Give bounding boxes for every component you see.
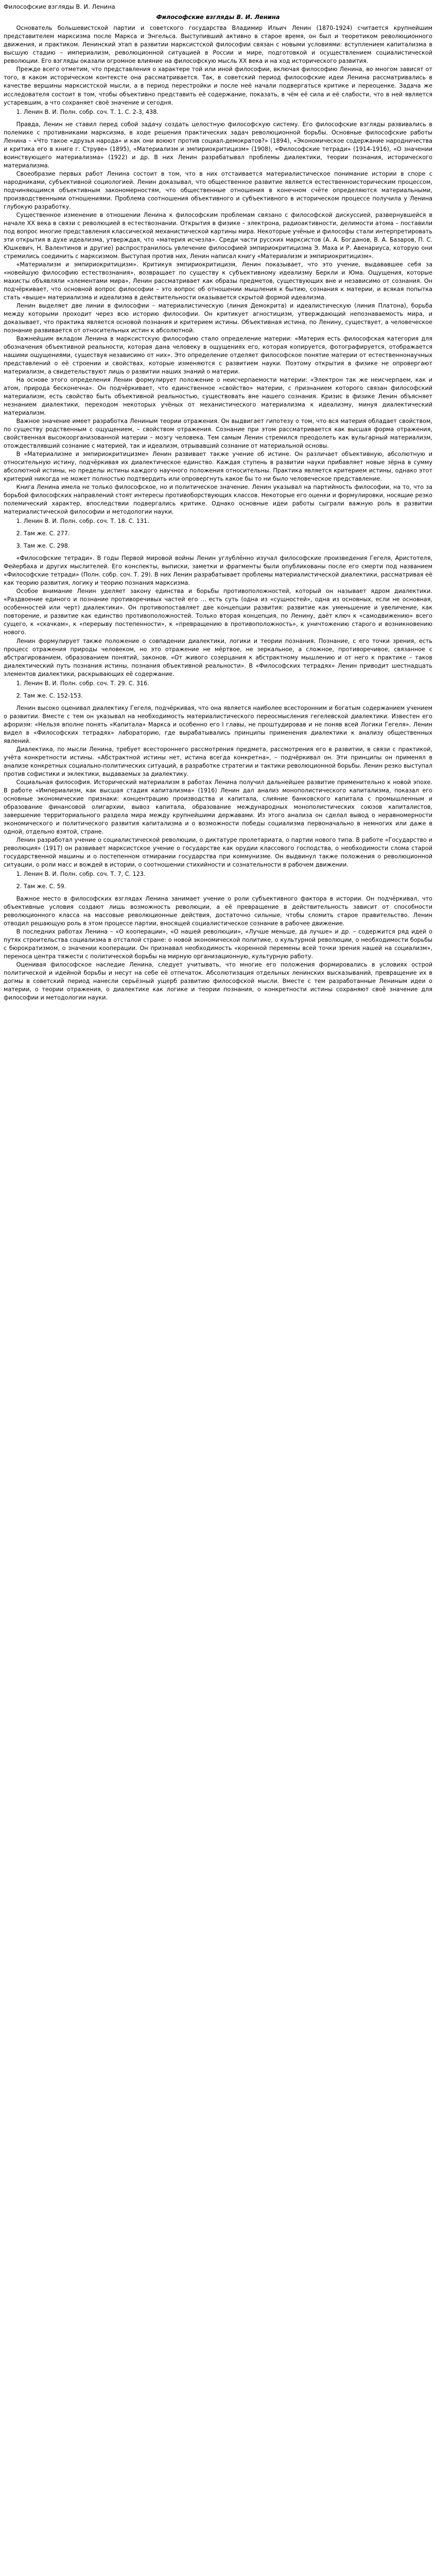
article-paragraph: Особое внимание Ленин уделяет закону единства и борьбы противоположностей, который он называет ядром диалектики. «Раздвоение единого и познание противоречивых частей его ... есть суть (одна из «сущностей», одна из основных, если не основная, особенностей или черт) диалектики». Он противопоставляет две концепции развития: развитие как уменьшение и увеличение, как повторение, и развитие как единство противоположностей. Только вторая концепция, по Ленину, даёт ключ к «самодвижению» всего сущего, к «скачкам», к «перерыву постепенности», к «превращению в противоположность», к уничтожению старого и возникновению нового.: [4, 588, 432, 636]
article-body: [4, 24, 432, 1002]
article-paragraph: Прежде всего отметим, что представления о характере той или иной философии, включая философию Ленина, во многом зависят от того, в каком историческом контексте она рассматривается. Так, в советский период философские идеи Ленина рассматривались в качестве вершины марксистской мысли, а в период перестройки и после неё начали подвергаться критике и переоценке. Задача же исследователя состоит в том, чтобы объективно представить её содержание, показать, в чём её сила и её слабости, что в ней является устаревшим, а что сохраняет своё значение и сегодня.: [4, 66, 432, 106]
page: [4, 0, 432, 1009]
article-paragraph: Важное значение имеет разработка Лениным теории отражения. Он выдвигает гипотезу о том, что вся материя обладает свойством, по существу родственным с ощущением, – свойством отражения. Сознание при этом рассматривается как высшая форма отражения, свойственная высокоорганизованной материи – мозгу человека. Тем самым Ленин стремился преодолеть как вульгарный материализм, отождествлявший сознание с материей, так и идеализм, отрывавший сознание от материальной основы.: [4, 418, 432, 450]
article-paragraph: Своеобразие первых работ Ленина состоит в том, что в них отстаивается материалистическое понимание истории в споре с народниками, субъективной социологией. Ленин доказывал, что общественное развитие является естественноисторическим процессом, подчиняющимся объективным закономерностям, что общественные отношения в конечном счёте определяются материальными, производственными отношениями. Проблема соотношения объективного и субъективного в историческом процессе получила у Ленина глубокую разработку.: [4, 170, 432, 210]
footnote: 1. Ленин В. И. Полн. собр. соч. Т. 29. С. 316.: [16, 680, 149, 687]
article-paragraph: Ленин выделяет две линии в философии – материалистическую (линия Демокрита) и идеалистическую (линия Платона), борьба между которыми проходит через всю историю философии. Он критикует агностицизм, утверждающий непознаваемость мира, и доказывает, что практика является основой познания и критерием истины. Объективная истина, по Ленину, существует, а человеческое познание развивается от относительных истин к абсолютной.: [4, 302, 432, 334]
footnote: 2. Там же. С. 277.: [16, 530, 70, 537]
footnote: 2. Там же. С. 59.: [16, 883, 66, 890]
article-paragraph: В последних работах Ленина – «О кооперации», «О нашей революции», «Лучше меньше, да лучше» и др. – содержится ряд идей о путях строительства социализма в отсталой стране: о новой экономической политике, о культурной революции, о необходимости борьбы с бюрократизмом, о значении кооперации. Он признавал необходимость «коренной перемены всей точки зрения нашей на социализм», переноса центра тяжести с политической борьбы на мирную организационную, культурную работу.: [4, 928, 432, 960]
article-paragraph: Важнейшим вкладом Ленина в марксистскую философию стало определение материи: «Материя есть философская категория для обозначения объективной реальности, которая дана человеку в ощущениях его, которая копируется, фотографируется, отображается нашими ощущениями, существуя независимо от них». Это определение отделяет философское понятие материи от естественнонаучных представлений о её строении и свойствах, которые изменяются с развитием науки. Поэтому открытия в физике не опровергают материализм, а свидетельствуют лишь о развитии наших знаний о материи.: [4, 335, 432, 376]
article-paragraph: Диалектика, по мысли Ленина, требует всестороннего рассмотрения предмета, рассмотрения его в развитии, в связи с практикой, учёта конкретности истины. «Абстрактной истины нет, истина всегда конкретна», – подчёркивал он. Эти принципы он применял в анализе конкретных социально-политических ситуаций, в разработке стратегии и тактики революционной борьбы. Ленин резко выступал против софистики и эклектики, выдаваемых за диалектику.: [4, 745, 432, 777]
footnote: 1. Ленин В. И. Полн. собр. соч. Т. 7, С. 123.: [16, 870, 146, 877]
article-paragraph: «Материализм и эмпириокритицизм». Критикуя эмпириокритицизм, Ленин показывает, что это учение, выдававшее себя за «новейшую философию естествознания», возвращает по существу к субъективному идеализму Беркли и Юма. Ощущения, которые махисты объявляли «элементами мира», Ленин рассматривает как образы предметов, существующих вне и независимо от сознания. Он подчёркивает, что основной вопрос философии – это вопрос об отношении мышления к бытию, сознания к материи, и всякая попытка стать «выше» материализма и идеализма в действительности оказывается скрытой формой идеализма.: [4, 261, 432, 301]
article-paragraph: «Философские тетради». В годы Первой мировой войны Ленин углублённо изучал философские произведения Гегеля, Аристотеля, Фейербаха и других мыслителей. Его конспекты, выписки, заметки и фрагменты были опубликованы после его смерти под названием «Философские тетради» (Полн. собр. соч. Т. 29). В них Ленин разрабатывает проблемы материалистической диалектики, рассматривая её как теорию развития, логику и теорию познания марксизма.: [4, 555, 432, 587]
article-paragraph: Основатель большевистской партии и советского государства Владимир Ильич Ленин (1870-1924) считается крупнейшим представителем марксизма после Маркса и Энгельса. Выступивший активно в старое время, он был и теоретиком революционного движения, и практиком. Ленинский этап в развитии марксистской философии связан с новыми условиями: вступлением капитализма в высшую стадию – империализм, революционной ситуацией в России и мире, подготовкой и осуществлением социалистической революции. Его взгляды оказали огромное влияние на философскую мысль XX века и на ход исторического развития.: [4, 25, 432, 65]
article-paragraph: Правда, Ленин не ставил перед собой задачу создать целостную философскую систему. Его философские взгляды развивались в полемике с противниками марксизма, в ходе решения практических задач революционной борьбы. Основные философские работы Ленина – «Что такое «друзья народа» и как они воюют против социал-демократов?» (1894), «Экономическое содержание народничества и критика его в книге г. Струве» (1895), «Материализм и эмпириокритицизм» (1908), «Философские тетради» (1914-1916), «О значении воинствующего материализма» (1922) и др. В них Ленин разрабатывал проблемы диалектики, теории познания, исторического материализма.: [4, 121, 432, 169]
article-paragraph: Оценивая философское наследие Ленина, следует учитывать, что многие его положения формировались в условиях острой политической и идейной борьбы и несут на себе её отпечаток. Абсолютизация отдельных ленинских высказываний, превращение их в догмы в советский период нанесли серьёзный ущерб развитию философской мысли. Вместе с тем разработанные Лениным идеи о материи, о теории отражения, о диалектике как логике и теории познания, о конкретности истины сохраняют своё значение для философии и методологии науки.: [4, 961, 432, 1002]
footnote: 3. Там же. С. 298.: [16, 543, 70, 550]
page-title: Философские взгляды В. И. Ленина: [4, 3, 115, 10]
article-title: Философские взгляды В. И. Ленина: [156, 13, 280, 21]
article-paragraph: Ленин высоко оценивал диалектику Гегеля, подчёркивая, что она является наиболее всесторонним и богатым содержанием учением о развитии. Вместе с тем он указывал на необходимость материалистического переосмысления гегелевской диалектики. Известен его афоризм: «Нельзя вполне понять «Капитала» Маркса и особенно его I главы, не проштудировав и не поняв всей Логики Гегеля». Ленин видел в «Философских тетрадях» лабораторию, где вырабатывались принципы применения диалектики к анализу общественных явлений.: [4, 704, 432, 744]
article-paragraph: Ленин разработал учение о социалистической революции, о диктатуре пролетариата, о партии нового типа. В работе «Государство и революция» (1917) он развивает марксистское учение о государстве как орудии классового господства, о необходимости слома старой государственной машины и о постепенном отмирании государства при коммунизме. Он выдвинул также положения о революционной ситуации, о роли масс и вождей в истории, о соотношении стихийности и сознательности в рабочем движении.: [4, 836, 432, 868]
article-paragraph: В «Материализме и эмпириокритицизме» Ленин развивает также учение об истине. Он различает объективную, абсолютную и относительную истину, подчёркивая их диалектическое единство. Каждая ступень в развитии науки прибавляет новые зёрна в сумму абсолютной истины, но пределы истины каждого научного положения относительны. Практика является критерием истины, однако этот критерий никогда не может полностью подтвердить или опровергнуть какое бы то ни было человеческое представление.: [4, 451, 432, 483]
footnote: 1. Ленин В. И. Полн. собр. соч. Т. 1. С. 2-3, 438.: [16, 108, 159, 115]
footnote: 1. Ленин В. И. Полн. собр. соч. Т. 18. С. 131.: [16, 518, 149, 525]
article-paragraph: Существенное изменение в отношении Ленина к философским проблемам связано с философской дискуссией, развернувшейся в начале XX века в связи с революцией в естествознании. Открытия в физике – электрона, радиоактивности, делимости атома – поставили под вопрос многие представления классической механистической картины мира. Некоторые учёные и философы стали интерпретировать эти открытия в духе идеализма, утверждая, что «материя исчезла». Среди части русских марксистов (А. А. Богданов, В. А. Базаров, П. С. Юшкевич, Н. Валентинов и другие) распространилось увлечение философией эмпириокритицизма Э. Маха и Р. Авенариуса, которую они стремились соединить с марксизмом. Выступая против них, Ленин написал книгу «Материализм и эмпириокритицизм».: [4, 211, 433, 260]
article-paragraph: Социальная философия. Исторический материализм в работах Ленина получил дальнейшее развитие применительно к новой эпохе. В работе «Империализм, как высшая стадия капитализма» (1916) Ленин дал анализ монополистического капитализма, показал его основные экономические признаки: концентрацию производства и капитала, слияние банковского капитала с промышленным и образование финансовой олигархии, вывоз капитала, образование международных монополистических союзов капиталистов, завершение территориального раздела мира между крупнейшими державами. Из этого анализа он сделал вывод о неравномерности экономического и политического развития капитализма и о возможности победы социализма первоначально в немногих или даже в одной, отдельно взятой, стране.: [4, 778, 432, 835]
article-paragraph: Важное место в философских взглядах Ленина занимает учение о роли субъективного фактора в истории. Он подчёркивал, что объективные условия создают лишь возможность революции, а её превращение в действительность зависит от способности революционного класса на массовые революционные действия, достаточно сильные, чтобы сломить старое правительство. Ленин отводил решающую роль в этом процессе партии, вносящей социалистическое сознание в рабочее движение.: [4, 895, 432, 927]
article-paragraph: Ленин формулирует также положение о совпадении диалектики, логики и теории познания. Познание, с его точки зрения, есть процесс отражения природы человеком, но это отражение не мёртвое, не зеркальное, а сложное, противоречивое, связанное с абстрагированием, образованием понятий, законов. «От живого созерцания к абстрактному мышлению и от него к практике – таков диалектический путь познания истины, познания объективной реальности». В «Философских тетрадях» Ленин приводит шестнадцать элементов диалектики, раскрывающих её содержание.: [4, 637, 432, 677]
article-paragraph: Книга Ленина имела не только философское, но и политическое значение. Ленин указывал на партийность философии, на то, что за борьбой философских направлений стоят интересы противоборствующих классов. Некоторые его оценки и формулировки, носящие резко полемический характер, впоследствии подвергались критике. Однако основные идеи работы сыграли важную роль в развитии материалистической философии и методологии науки.: [4, 484, 432, 516]
footnote: 2. Там же. С. 152-153.: [16, 692, 83, 699]
article-paragraph: На основе этого определения Ленин формулирует положение о неисчерпаемости материи: «Электрон так же неисчерпаем, как и атом, природа бесконечна». Он подчёркивает, что единственное «свойство» материи, с признанием которого связан философский материализм, есть свойство быть объективной реальностью, существовать вне нашего сознания. Кризис в физике Ленин объясняет незнанием диалектики, переходом некоторых учёных от механистического материализма к идеализму, минуя диалектический материализм.: [4, 377, 432, 417]
